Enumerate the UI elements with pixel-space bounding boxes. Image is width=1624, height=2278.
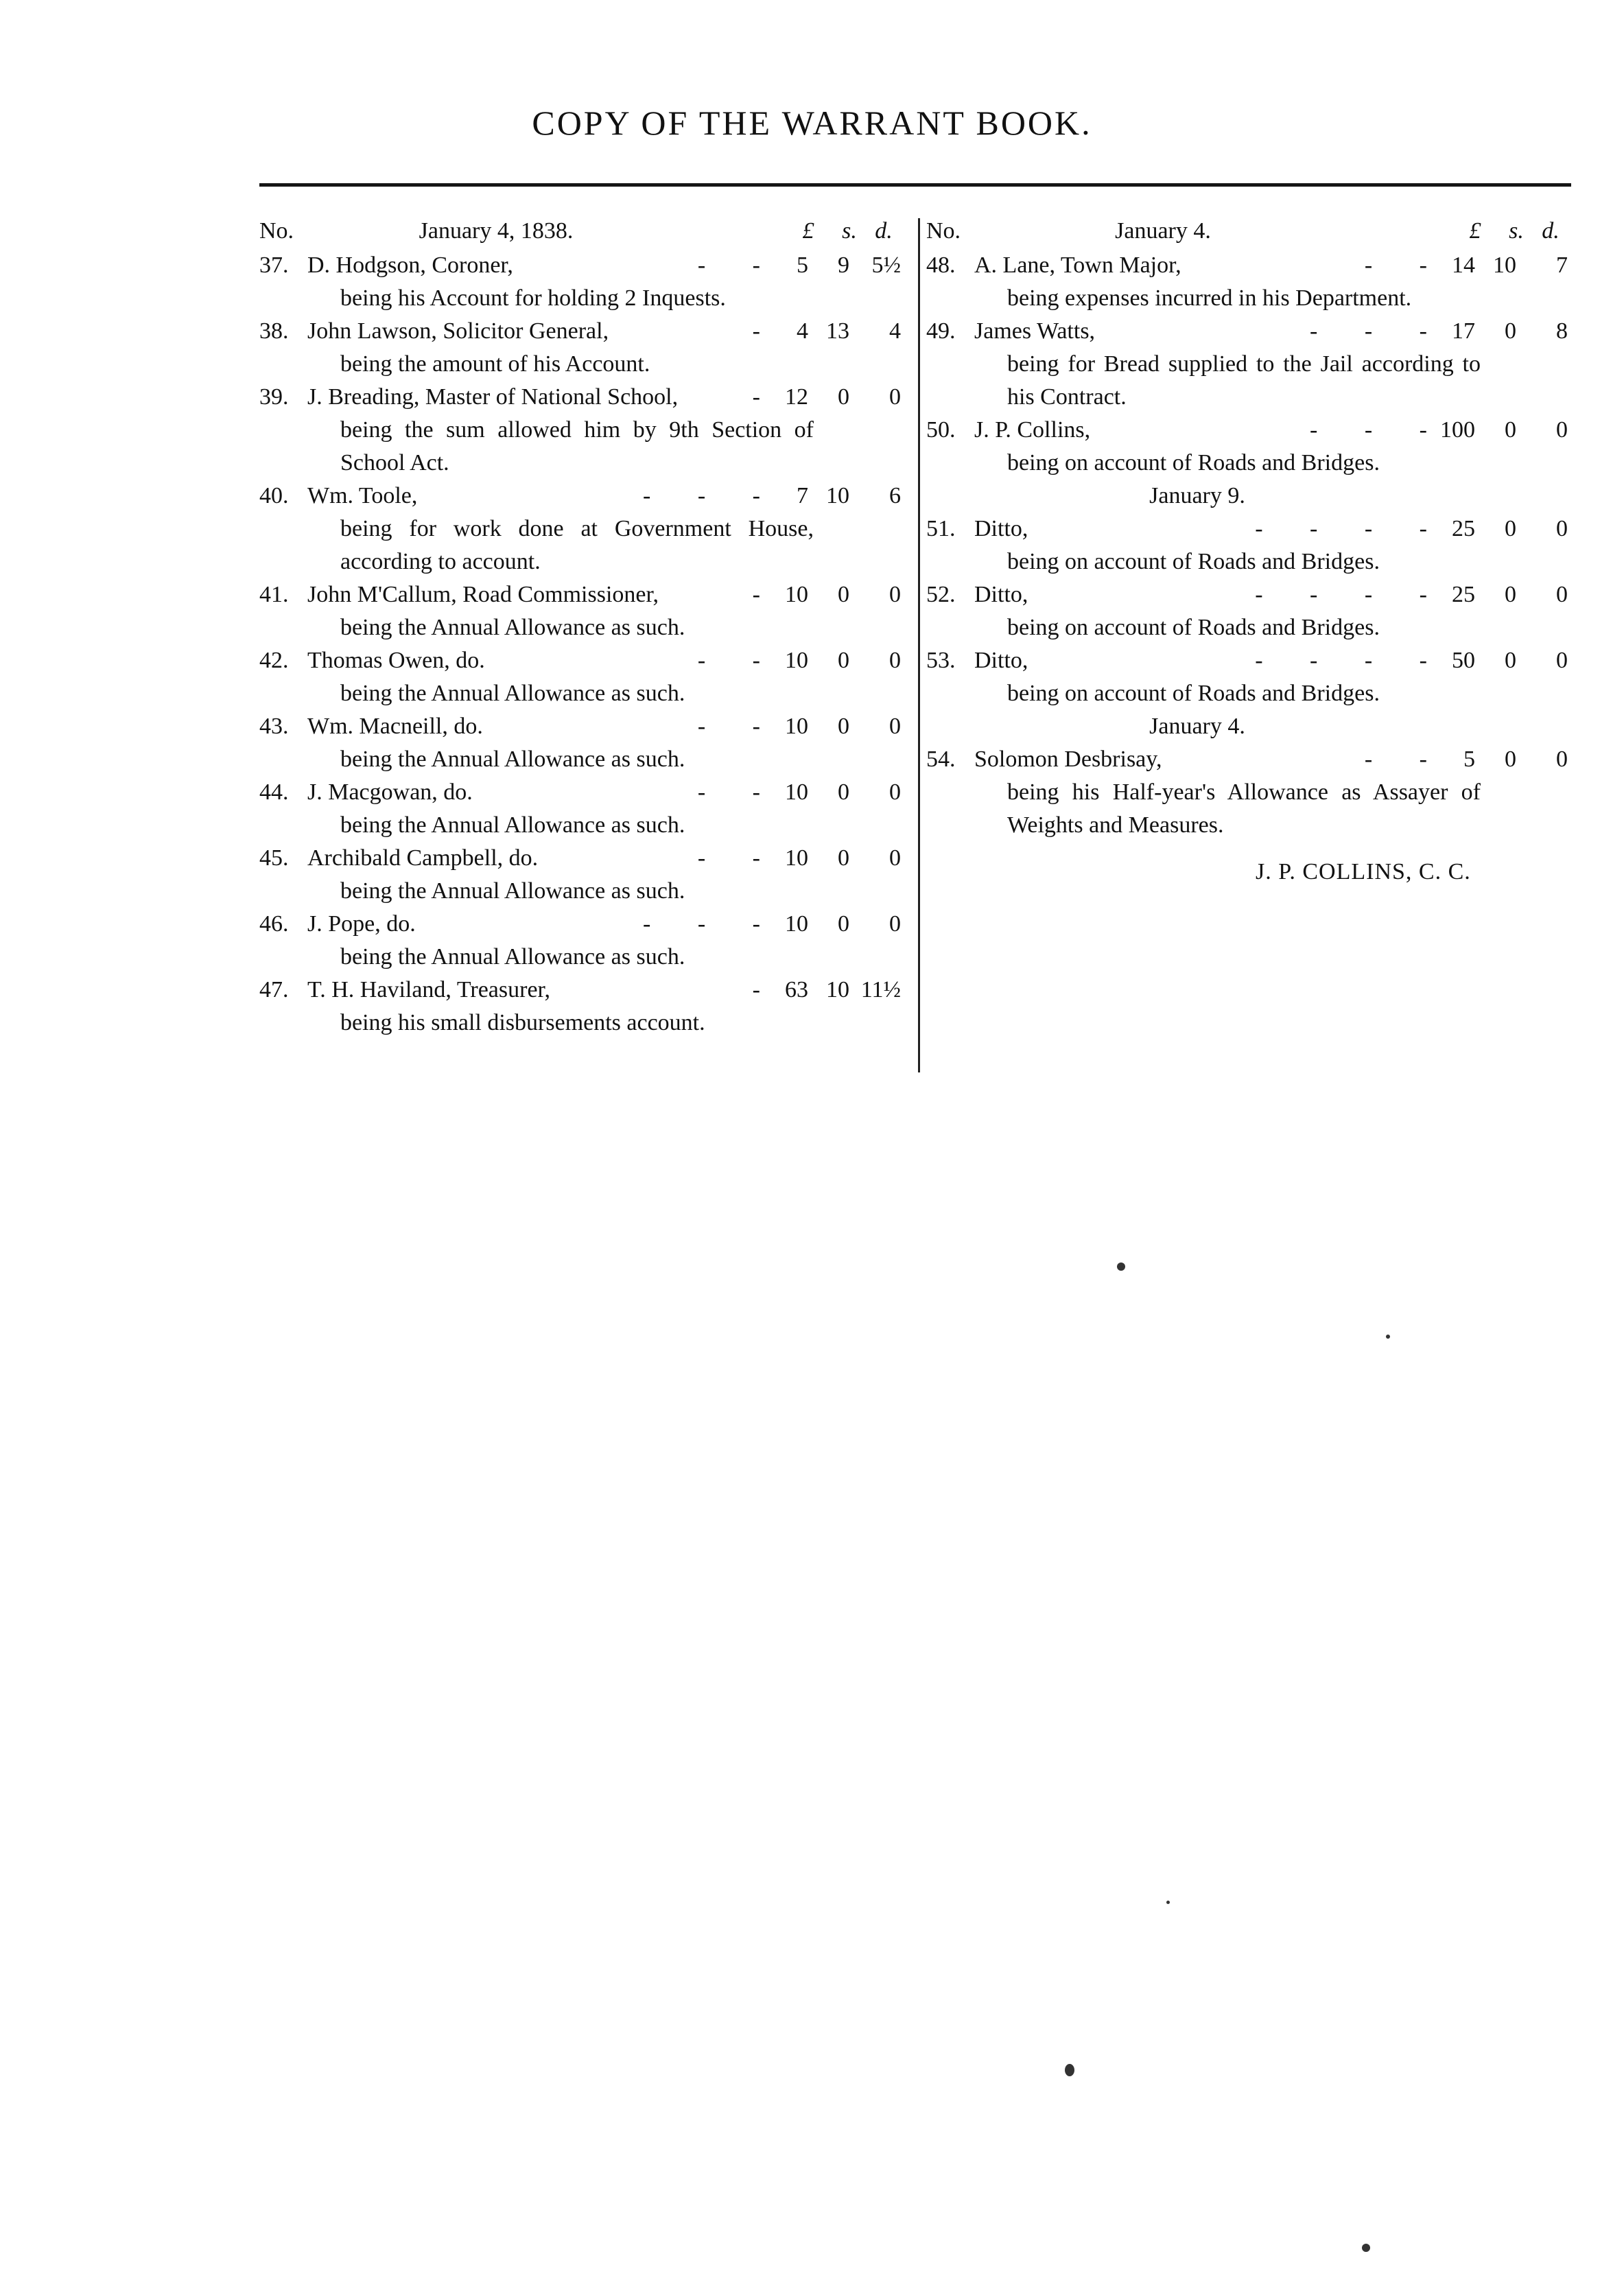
entry-leader-dashes: - xyxy=(752,977,781,1002)
entry-pence: 0 xyxy=(889,779,901,805)
entry-description: being the Annual Allowance as such. xyxy=(340,878,685,904)
entry-number: 50. xyxy=(926,417,956,443)
entry-pounds: 25 xyxy=(1452,516,1475,541)
entry-payee: Solomon Desbrisay, xyxy=(974,747,1162,772)
entry-shillings: 13 xyxy=(826,318,849,344)
entry-shillings: 10 xyxy=(826,483,849,508)
entry-number: 44. xyxy=(259,779,289,805)
entry-leader-dashes: - - - xyxy=(643,911,781,937)
scan-speck xyxy=(1386,1335,1390,1339)
entry-line xyxy=(926,315,1571,348)
entry-number: 42. xyxy=(259,648,289,673)
header-pounds: £ xyxy=(802,218,814,244)
warrant-entry xyxy=(926,513,1571,578)
right-column-header xyxy=(926,215,1571,248)
warrant-entry xyxy=(926,743,1571,842)
entry-pence: 5½ xyxy=(871,253,901,278)
entry-payee: Thomas Owen, do. xyxy=(307,648,485,673)
entry-leader-dashes: - - xyxy=(1364,253,1448,278)
entry-number: 38. xyxy=(259,318,289,344)
entry-pounds: 10 xyxy=(785,714,808,739)
entry-description: being on account of Roads and Bridges. xyxy=(1007,549,1380,574)
entry-line xyxy=(926,414,1571,447)
entry-pounds: 10 xyxy=(785,911,808,937)
entry-pence: 0 xyxy=(1556,648,1568,673)
entry-number: 40. xyxy=(259,483,289,508)
entry-pence: 0 xyxy=(1556,417,1568,443)
warrant-entry xyxy=(259,842,904,908)
entry-description: being his small disbursements account. xyxy=(340,1010,705,1035)
entry-line xyxy=(259,710,904,743)
warrant-entry xyxy=(259,908,904,974)
entry-leader-dashes: - - - xyxy=(1310,417,1448,443)
entry-pounds: 12 xyxy=(785,384,808,410)
warrant-entry xyxy=(926,249,1571,315)
entry-shillings: 10 xyxy=(1493,253,1516,278)
entry-payee: Ditto, xyxy=(974,516,1028,541)
entry-line xyxy=(259,249,904,282)
entry-payee: James Watts, xyxy=(974,318,1096,344)
warrant-entry xyxy=(259,249,904,315)
signature: J. P. COLLINS, C. C. xyxy=(1256,859,1471,884)
entry-shillings: 0 xyxy=(838,779,849,805)
left-column xyxy=(259,215,904,1040)
entry-line xyxy=(926,513,1571,545)
entry-pounds: 14 xyxy=(1452,253,1475,278)
entry-shillings: 10 xyxy=(826,977,849,1002)
entry-number: 51. xyxy=(926,516,956,541)
entry-leader-dashes: - xyxy=(752,582,781,607)
entry-pence: 11½ xyxy=(860,977,901,1002)
entry-description: being the Annual Allowance as such. xyxy=(340,747,685,772)
entry-leader-dashes: - - - xyxy=(1310,318,1448,344)
entry-line xyxy=(259,381,904,414)
right-column xyxy=(926,215,1571,889)
right-entries xyxy=(926,249,1571,480)
entry-number: 53. xyxy=(926,648,956,673)
entry-pence: 0 xyxy=(889,714,901,739)
entry-leader-dashes: - - - - xyxy=(1255,516,1448,541)
entry-description: being on account of Roads and Bridges. xyxy=(1007,615,1380,640)
entry-number: 48. xyxy=(926,253,956,278)
entry-number: 54. xyxy=(926,747,956,772)
entry-description: being the Annual Allowance as such. xyxy=(340,944,685,970)
entry-shillings: 0 xyxy=(1505,516,1516,541)
entry-line xyxy=(259,776,904,809)
entry-leader-dashes: - - - - xyxy=(1255,648,1448,673)
entry-number: 41. xyxy=(259,582,289,607)
entry-number: 37. xyxy=(259,253,289,278)
entry-pounds: 63 xyxy=(785,977,808,1002)
entry-leader-dashes: - - - - xyxy=(1255,582,1448,607)
entry-number: 52. xyxy=(926,582,956,607)
warrant-entry xyxy=(926,578,1571,644)
entry-line xyxy=(259,315,904,348)
entry-payee: J. P. Collins, xyxy=(974,417,1091,443)
entry-pence: 0 xyxy=(889,384,901,410)
entry-pence: 4 xyxy=(889,318,901,344)
header-pounds: £ xyxy=(1469,218,1481,244)
entry-number: 49. xyxy=(926,318,956,344)
entry-number: 47. xyxy=(259,977,289,1002)
left-entries xyxy=(259,249,904,1040)
entry-line xyxy=(259,480,904,513)
header-pence: d. xyxy=(875,218,893,244)
entry-line xyxy=(926,644,1571,677)
entry-pence: 6 xyxy=(889,483,901,508)
scan-speck xyxy=(1362,2244,1370,2252)
column-divider xyxy=(918,218,920,1072)
entry-pence: 0 xyxy=(1556,747,1568,772)
entry-leader-dashes: - xyxy=(752,384,781,410)
entry-line xyxy=(259,644,904,677)
header-shillings: s. xyxy=(842,218,857,244)
entry-shillings: 0 xyxy=(838,714,849,739)
entry-line xyxy=(259,974,904,1007)
entry-shillings: 0 xyxy=(838,582,849,607)
entry-pounds: 10 xyxy=(785,845,808,871)
entry-payee: A. Lane, Town Major, xyxy=(974,253,1181,278)
entry-pounds: 10 xyxy=(785,582,808,607)
warrant-entry xyxy=(259,710,904,776)
entry-payee: John M'Callum, Road Commissioner, xyxy=(307,582,659,607)
entry-description: being the sum allowed him by 9th Section of School Act. xyxy=(340,417,814,475)
entry-number: 45. xyxy=(259,845,289,871)
warrant-entry xyxy=(926,414,1571,480)
entry-description: being expenses incurred in his Department. xyxy=(1007,285,1412,311)
entry-number: 43. xyxy=(259,714,289,739)
entry-description: being his Account for holding 2 Inquests. xyxy=(340,285,726,311)
entry-description: being his Half-year's Allowance as Assayer of Weights and Measures. xyxy=(1007,779,1481,838)
entry-description: being the Annual Allowance as such. xyxy=(340,681,685,706)
warrant-entry xyxy=(259,644,904,710)
entry-payee: Wm. Macneill, do. xyxy=(307,714,483,739)
entry-line xyxy=(926,578,1571,611)
entry-pence: 0 xyxy=(1556,582,1568,607)
entry-leader-dashes: - - - xyxy=(643,483,781,508)
entry-pounds: 4 xyxy=(797,318,808,344)
entry-line xyxy=(259,578,904,611)
entry-leader-dashes: - - xyxy=(1364,747,1448,772)
entry-description: being for work done at Government House, according to account. xyxy=(340,516,814,574)
warrant-entry xyxy=(259,315,904,381)
scan-speck xyxy=(1166,1901,1170,1904)
entry-pounds: 10 xyxy=(785,648,808,673)
entry-pence: 8 xyxy=(1556,318,1568,344)
entry-pounds: 5 xyxy=(1463,747,1475,772)
entry-pounds: 100 xyxy=(1440,417,1475,443)
entry-pounds: 17 xyxy=(1452,318,1475,344)
entry-payee: Ditto, xyxy=(974,582,1028,607)
entry-shillings: 0 xyxy=(1505,417,1516,443)
entry-description: being the Annual Allowance as such. xyxy=(340,812,685,838)
entry-payee: J. Macgowan, do. xyxy=(307,779,473,805)
entry-number: 39. xyxy=(259,384,289,410)
entry-leader-dashes: - - xyxy=(697,253,781,278)
entry-payee: Wm. Toole, xyxy=(307,483,418,508)
right-entries-jan9 xyxy=(926,513,1571,710)
header-no: No. xyxy=(926,218,961,244)
warrant-entry xyxy=(259,578,904,644)
entry-line xyxy=(926,249,1571,282)
entry-description: being the amount of his Account. xyxy=(340,351,650,377)
header-date: January 4, 1838. xyxy=(419,218,574,244)
entry-leader-dashes: - - xyxy=(697,714,781,739)
date-subheader: January 4. xyxy=(1149,714,1245,739)
scan-speck xyxy=(1065,2064,1074,2076)
entry-payee: J. Pope, do. xyxy=(307,911,416,937)
entry-shillings: 9 xyxy=(838,253,849,278)
entry-pounds: 50 xyxy=(1452,648,1475,673)
entry-pence: 0 xyxy=(889,845,901,871)
header-pence: d. xyxy=(1542,218,1560,244)
entry-shillings: 0 xyxy=(838,845,849,871)
entry-description: being on account of Roads and Bridges. xyxy=(1007,450,1380,475)
entry-payee: Archibald Campbell, do. xyxy=(307,845,539,871)
entry-pounds: 10 xyxy=(785,779,808,805)
entry-pence: 0 xyxy=(889,648,901,673)
entry-pounds: 25 xyxy=(1452,582,1475,607)
warrant-entry xyxy=(926,315,1571,414)
entry-leader-dashes: - - xyxy=(697,845,781,871)
entry-pence: 0 xyxy=(889,911,901,937)
header-no: No. xyxy=(259,218,294,244)
warrant-entry xyxy=(259,974,904,1040)
entry-line xyxy=(259,842,904,875)
entry-leader-dashes: - xyxy=(752,318,781,344)
warrant-entry xyxy=(259,776,904,842)
entry-leader-dashes: - - xyxy=(697,648,781,673)
entry-line xyxy=(926,743,1571,776)
date-subheader: January 9. xyxy=(1149,483,1245,508)
entry-payee: D. Hodgson, Coroner, xyxy=(307,253,513,278)
left-column-header xyxy=(259,215,904,248)
entry-shillings: 0 xyxy=(838,384,849,410)
entry-payee: Ditto, xyxy=(974,648,1028,673)
header-date: January 4. xyxy=(1115,218,1211,244)
page-title: COPY OF THE WARRANT BOOK. xyxy=(532,104,1092,142)
entry-description: being the Annual Allowance as such. xyxy=(340,615,685,640)
entry-shillings: 0 xyxy=(1505,648,1516,673)
header-shillings: s. xyxy=(1509,218,1524,244)
entry-payee: J. Breading, Master of National School, xyxy=(307,384,679,410)
entry-pounds: 5 xyxy=(797,253,808,278)
entry-pence: 0 xyxy=(1556,516,1568,541)
scan-speck xyxy=(1117,1263,1125,1271)
entry-number: 46. xyxy=(259,911,289,937)
entry-shillings: 0 xyxy=(1505,582,1516,607)
entry-line xyxy=(259,908,904,941)
entry-pence: 0 xyxy=(889,582,901,607)
entry-payee: John Lawson, Solicitor General, xyxy=(307,318,609,344)
entry-pence: 7 xyxy=(1556,253,1568,278)
entry-shillings: 0 xyxy=(838,911,849,937)
entry-description: being on account of Roads and Bridges. xyxy=(1007,681,1380,706)
entry-shillings: 0 xyxy=(1505,747,1516,772)
warrant-entry xyxy=(259,480,904,578)
warrant-entry xyxy=(926,644,1571,710)
entry-pounds: 7 xyxy=(797,483,808,508)
header-rule xyxy=(259,183,1571,187)
warrant-entry xyxy=(259,381,904,480)
entry-description: being for Bread supplied to the Jail according to his Contract. xyxy=(1007,351,1481,410)
entry-shillings: 0 xyxy=(1505,318,1516,344)
entry-shillings: 0 xyxy=(838,648,849,673)
right-entries-jan4 xyxy=(926,743,1571,842)
entry-leader-dashes: - - xyxy=(697,779,781,805)
entry-payee: T. H. Haviland, Treasurer, xyxy=(307,977,550,1002)
